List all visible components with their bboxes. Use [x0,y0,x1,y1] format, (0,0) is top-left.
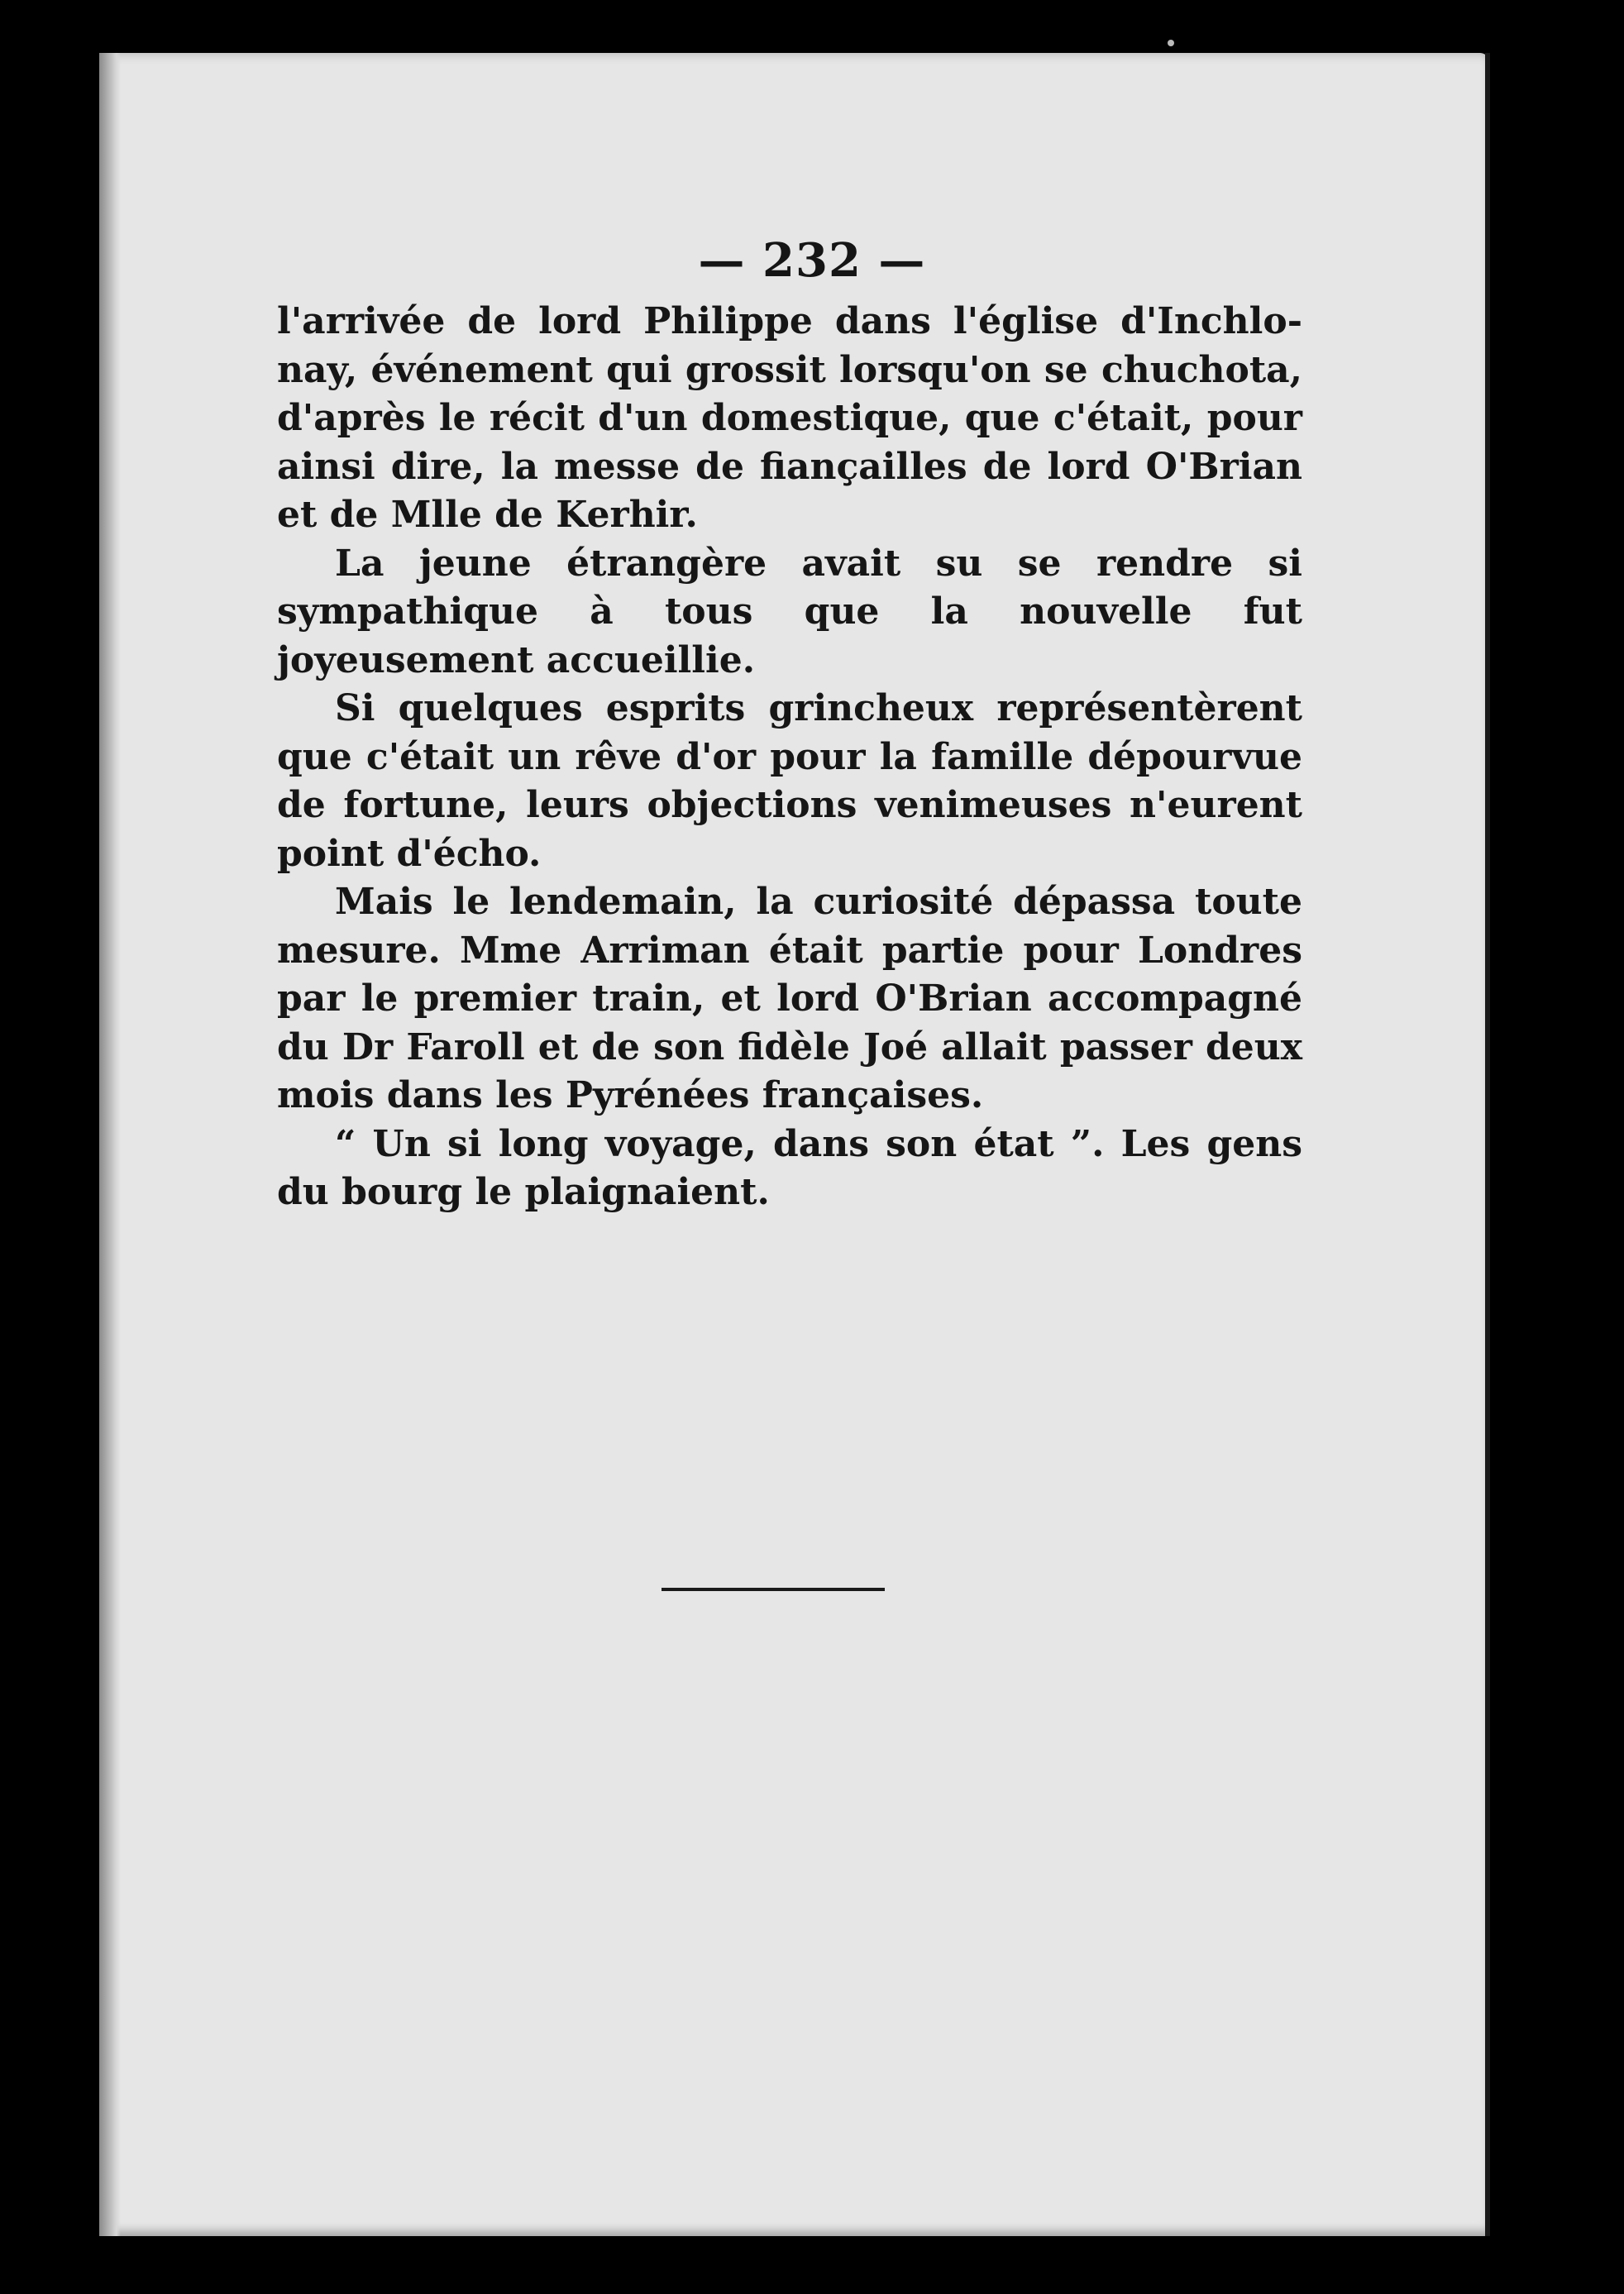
chapter-end-rule [662,1588,885,1591]
paragraph: “ Un si long voyage, dans son état ”. Les gens du bourg le plaignaient. [277,1122,1302,1213]
paragraph: l'arrivée de lord Philippe dans l'église d'Inchlo-nay, événement qui grossit lorsqu'on se chuchota, d'après le récit d'un domestique, que c'était, pour ainsi dire, la messe de fiançailles de lord O'Brian et de Mlle de Kerhir. [277,300,1302,536]
paragraph: Mais le lendemain, la curiosité dépassa toute mesure. Mme Arriman était partie pour Londres par le premier train, et lord O'Brian accompagné du Dr Faroll et de son fidèle Joé allait passer deux mois dans les Pyrénées françaises. [277,881,1302,1116]
body-text [277,298,1302,1217]
page-fold-line [1485,53,1490,2236]
page-number: — 232 — [698,233,926,288]
paragraph: Si quelques esprits grincheux représentèrent que c'était un rêve d'or pour la famille dépourvue de fortune, leurs objections venimeuses n'eurent point d'écho. [277,687,1302,875]
paragraph: La jeune étrangère avait su se rendre si sympathique à tous que la nouvelle fut joyeusement accueillie. [277,542,1302,681]
dust-speck [1168,40,1174,46]
page-binding-edge [99,53,121,2236]
